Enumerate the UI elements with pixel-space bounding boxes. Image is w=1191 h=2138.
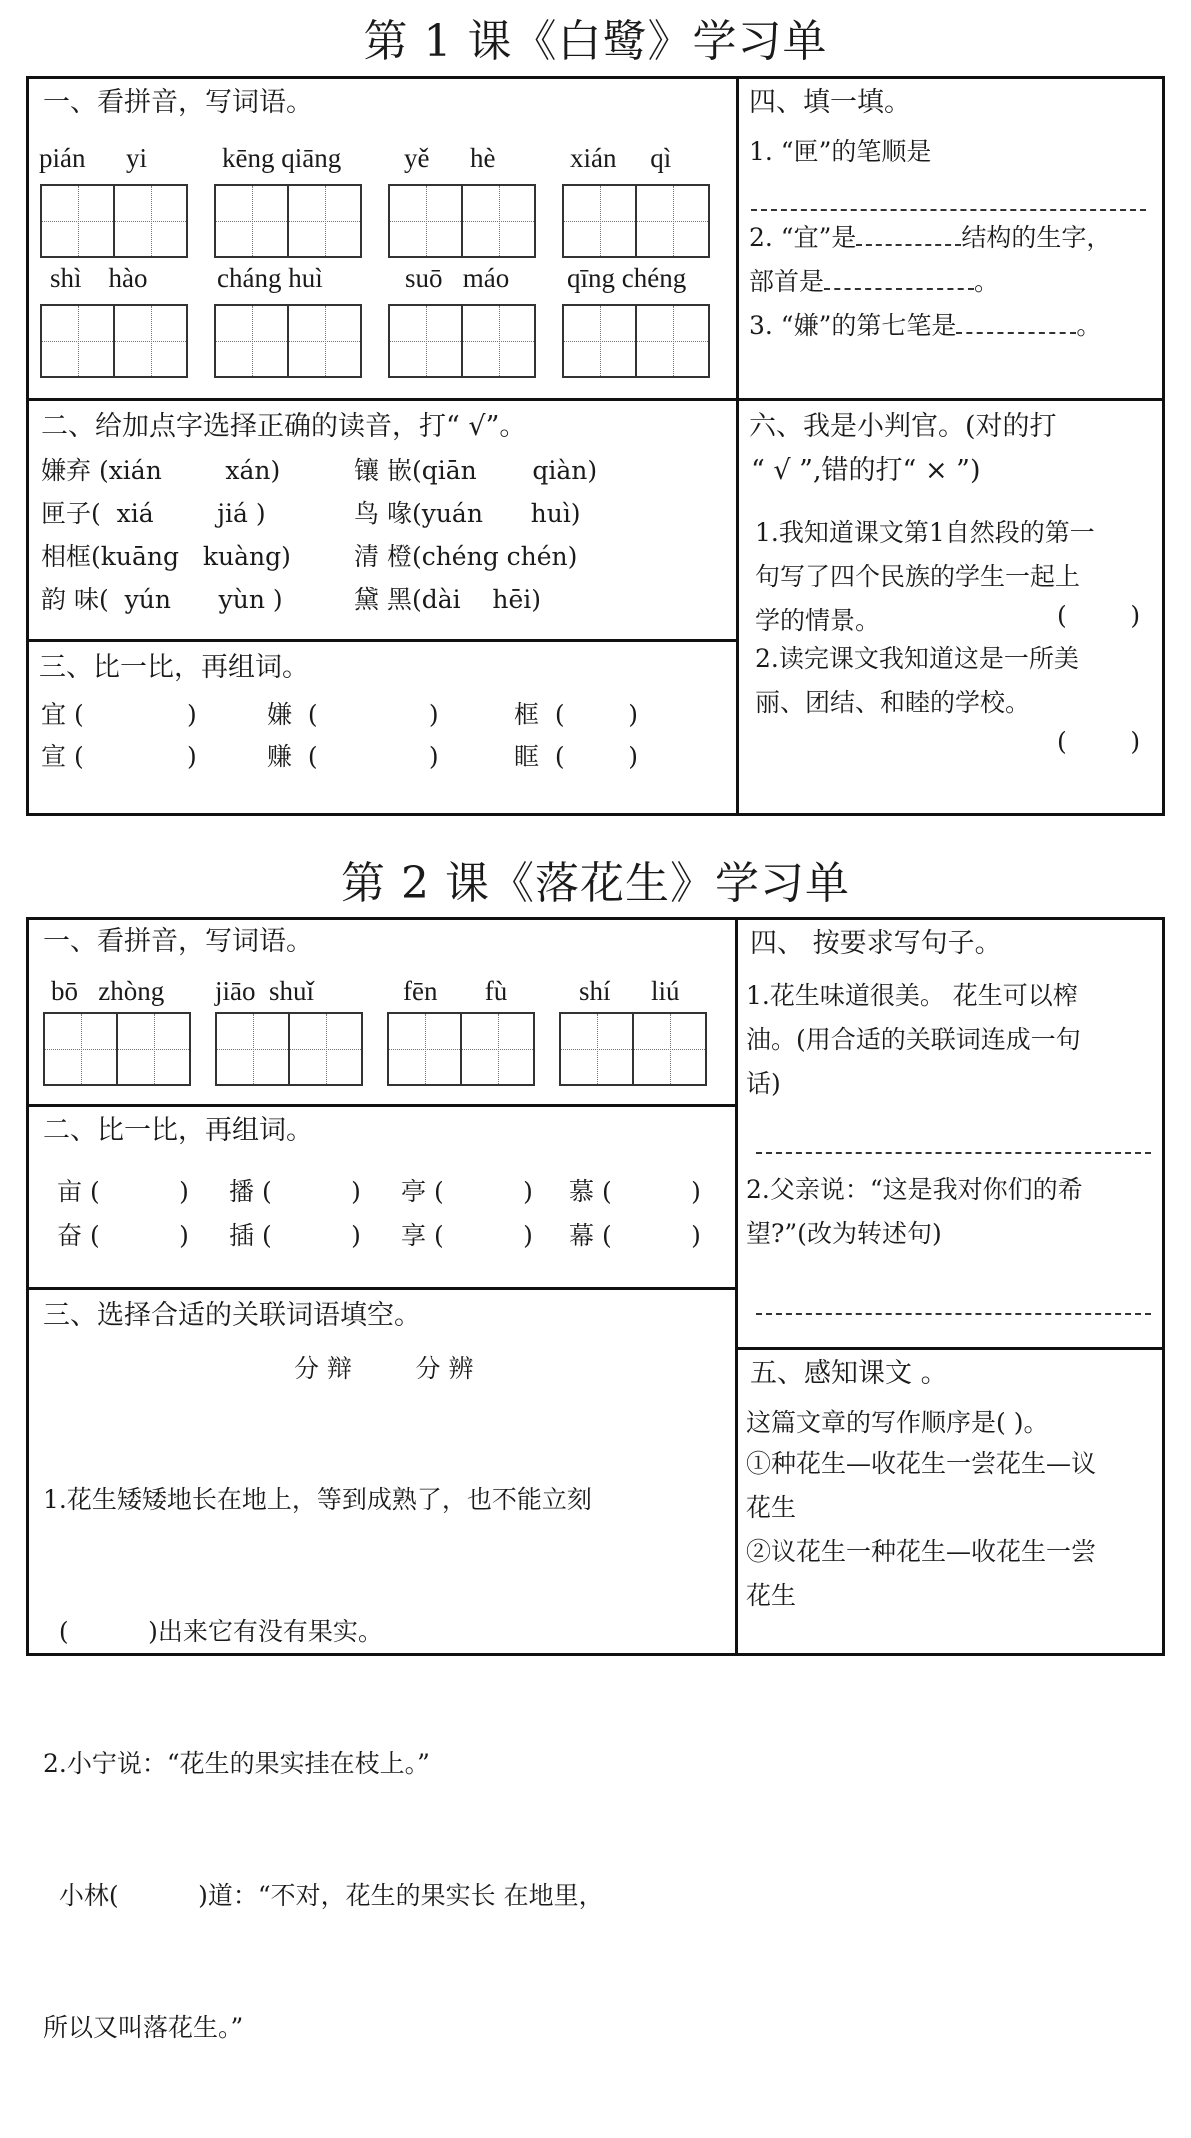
lesson1-section-pronunciation bbox=[29, 401, 736, 639]
lesson1-section-fill bbox=[739, 79, 1162, 398]
pronunciation-item[interactable]: 相框(kuāng kuàng) bbox=[41, 542, 291, 571]
word-blank[interactable]: 插 ( ) bbox=[229, 1221, 361, 1250]
writing-grid[interactable] bbox=[387, 1012, 535, 1086]
lesson1-section-compare bbox=[29, 642, 736, 816]
statement-line: 2.读完课文我知道这是一所美 bbox=[755, 644, 1079, 673]
writing-grid[interactable] bbox=[562, 304, 710, 378]
lesson1-section-judge bbox=[739, 401, 1162, 816]
writing-grid[interactable] bbox=[388, 304, 536, 378]
section-heading: 三、选择合适的关联词语填空。 bbox=[43, 1300, 421, 1331]
paragraph-line: 小林( )道：“不对，花生的果实长 在地里， bbox=[43, 1881, 604, 1910]
lesson2-section-conjunctions bbox=[29, 1290, 735, 2042]
pronunciation-item[interactable]: 匣子( xiá jiá ) bbox=[41, 499, 266, 528]
pinyin-label: qīng chéng bbox=[567, 263, 687, 293]
section-heading: 五、感知课文 。 bbox=[750, 1358, 948, 1389]
pinyin-label: suō máo bbox=[405, 263, 510, 293]
word-blank[interactable]: 赚 ( ) bbox=[267, 742, 439, 771]
question-line: 1.花生味道很美。 花生可以榨 bbox=[746, 981, 1078, 1010]
pinyin-label: shí liú bbox=[579, 976, 680, 1006]
statement-line: 1.我知道课文第1自然段的第一 bbox=[755, 518, 1095, 547]
answer-blank[interactable] bbox=[856, 226, 961, 246]
answer-bracket[interactable]: ( ) bbox=[1057, 727, 1141, 756]
section-heading: 一、看拼音，写词语。 bbox=[43, 926, 313, 957]
writing-grid[interactable] bbox=[214, 304, 362, 378]
word-blank[interactable]: 宣 ( ) bbox=[41, 742, 197, 771]
option-line[interactable]: ②议花生一种花生—收花生一尝 bbox=[746, 1537, 1097, 1566]
paragraph-line: 2.小宁说：“花生的果实挂在枝上。” bbox=[43, 1749, 430, 1778]
sentence-question bbox=[746, 1168, 1156, 1256]
writing-grid[interactable] bbox=[214, 184, 362, 258]
pinyin-label: kēng qiāng bbox=[222, 143, 342, 173]
pinyin-label: bō zhòng bbox=[51, 976, 165, 1006]
section-heading: “ √ ”,错的打“ × ”) bbox=[751, 455, 981, 486]
pronunciation-item[interactable]: 韵 味( yún yùn ) bbox=[41, 585, 283, 614]
word-blank[interactable]: 亩 ( ) bbox=[57, 1177, 189, 1206]
word-options: 分 辩 分 辨 bbox=[294, 1354, 474, 1383]
section-heading: 六、我是小判官。(对的打 bbox=[749, 411, 1057, 442]
section-heading: 三、比一比，再组词。 bbox=[39, 652, 309, 683]
pinyin-label: xián qì bbox=[570, 143, 672, 173]
pronunciation-item[interactable]: 鸟 喙(yuán huì) bbox=[354, 499, 581, 528]
writing-grid[interactable] bbox=[40, 184, 188, 258]
question-line: 望?”(改为转述句) bbox=[746, 1219, 942, 1248]
answer-bracket[interactable]: ( ) bbox=[1057, 601, 1141, 630]
lesson1-section-pinyin bbox=[29, 79, 736, 398]
word-blank[interactable]: 宜 ( ) bbox=[41, 700, 197, 729]
question-part: 。 bbox=[1076, 311, 1102, 340]
lesson2-section-pinyin bbox=[29, 920, 735, 1104]
section-heading: 二、给加点字选择正确的读音，打“ √”。 bbox=[41, 411, 527, 442]
section-heading: 一、看拼音，写词语。 bbox=[43, 87, 313, 118]
option-line: 花生 bbox=[746, 1581, 797, 1610]
statement-line: 丽、团结、和睦的学校。 bbox=[755, 688, 1031, 717]
answer-options bbox=[746, 1442, 1156, 1618]
lesson2-section-sentences bbox=[738, 920, 1162, 1347]
statement-line: 句写了四个民族的学生一起上 bbox=[755, 562, 1081, 591]
question-text: 1. “匣”的笔顺是 bbox=[749, 137, 932, 166]
question-text bbox=[749, 223, 1111, 253]
lesson2-section-perceive bbox=[738, 1350, 1162, 1656]
pinyin-label: shì hào bbox=[50, 263, 148, 293]
section-heading: 四、填一填。 bbox=[749, 87, 911, 118]
word-blank[interactable]: 眶 ( ) bbox=[514, 742, 638, 771]
lesson1-title: 第 1 课《白鹭》学习单 bbox=[363, 16, 828, 67]
lesson2-worksheet bbox=[26, 917, 1165, 2042]
lesson2-section-compare bbox=[29, 1107, 735, 1287]
fill-paragraph bbox=[43, 1390, 733, 2138]
word-blank[interactable]: 嫌 ( ) bbox=[267, 700, 439, 729]
question-text bbox=[749, 267, 999, 297]
section-heading: 二、比一比，再组词。 bbox=[43, 1115, 313, 1146]
answer-blank[interactable] bbox=[956, 314, 1076, 334]
writing-grid[interactable] bbox=[388, 184, 536, 258]
question-line: 2.父亲说：“这是我对你们的希 bbox=[746, 1175, 1083, 1204]
question-part: 2. “宜”是 bbox=[749, 223, 857, 252]
writing-grid[interactable] bbox=[43, 1012, 191, 1086]
pronunciation-item[interactable]: 黛 黑(dài hēi) bbox=[354, 585, 542, 614]
word-blank[interactable]: 慕 ( ) bbox=[569, 1177, 701, 1206]
question-part: 结构的生字， bbox=[961, 223, 1112, 252]
writing-grid[interactable] bbox=[215, 1012, 363, 1086]
answer-line[interactable] bbox=[756, 1313, 1151, 1315]
writing-grid[interactable] bbox=[40, 304, 188, 378]
word-blank[interactable]: 亭 ( ) bbox=[401, 1177, 533, 1206]
word-blank[interactable]: 播 ( ) bbox=[229, 1177, 361, 1206]
pronunciation-item[interactable]: 清 橙(chéng chén) bbox=[354, 542, 578, 571]
sentence-question bbox=[746, 974, 1156, 1106]
word-blank[interactable]: 享 ( ) bbox=[401, 1221, 533, 1250]
word-blank[interactable]: 奋 ( ) bbox=[57, 1221, 189, 1250]
pinyin-label: pián yi bbox=[39, 143, 147, 173]
judge-statement bbox=[755, 637, 1155, 725]
word-blank[interactable]: 框 ( ) bbox=[514, 700, 638, 729]
lesson1-worksheet bbox=[26, 76, 1165, 816]
question-line: 油。(用合适的关联词连成一句 bbox=[746, 1025, 1081, 1054]
lesson2-title: 第 2 课《落花生》学习单 bbox=[341, 858, 850, 909]
pinyin-label: jiāo shuǐ bbox=[215, 976, 314, 1006]
pinyin-label: fēn fù bbox=[403, 976, 508, 1006]
writing-grid[interactable] bbox=[562, 184, 710, 258]
question-text: 这篇文章的写作顺序是( )。 bbox=[746, 1408, 1049, 1437]
pronunciation-item[interactable]: 镶 嵌(qiān qiàn) bbox=[354, 456, 598, 485]
question-part: 。 bbox=[974, 267, 1000, 296]
word-blank[interactable]: 幕 ( ) bbox=[569, 1221, 701, 1250]
question-text bbox=[749, 311, 1101, 341]
question-line: 话) bbox=[746, 1069, 781, 1098]
paragraph-line: 所以又叫落花生。” bbox=[43, 2013, 244, 2042]
pinyin-label: yě hè bbox=[404, 143, 496, 173]
pronunciation-item[interactable]: 嫌弃 (xián xán) bbox=[41, 456, 281, 485]
statement-line: 学的情景。 bbox=[755, 606, 881, 635]
question-part: 3. “嫌”的第七笔是 bbox=[749, 311, 957, 340]
section-heading: 四、 按要求写句子。 bbox=[750, 928, 1002, 959]
pinyin-label: cháng huì bbox=[217, 263, 323, 293]
answer-line[interactable] bbox=[756, 1152, 1151, 1154]
paragraph-line: ( )出来它有没有果实。 bbox=[43, 1617, 383, 1646]
paragraph-line: 1.花生矮矮地长在地上，等到成熟了，也不能立刻 bbox=[43, 1485, 592, 1514]
question-part: 部首是 bbox=[749, 267, 825, 296]
writing-grid[interactable] bbox=[559, 1012, 707, 1086]
option-line[interactable]: ①种花生—收花生一尝花生—议 bbox=[746, 1449, 1097, 1478]
option-line: 花生 bbox=[746, 1493, 797, 1522]
answer-blank[interactable] bbox=[824, 270, 974, 290]
answer-line[interactable] bbox=[751, 209, 1146, 211]
